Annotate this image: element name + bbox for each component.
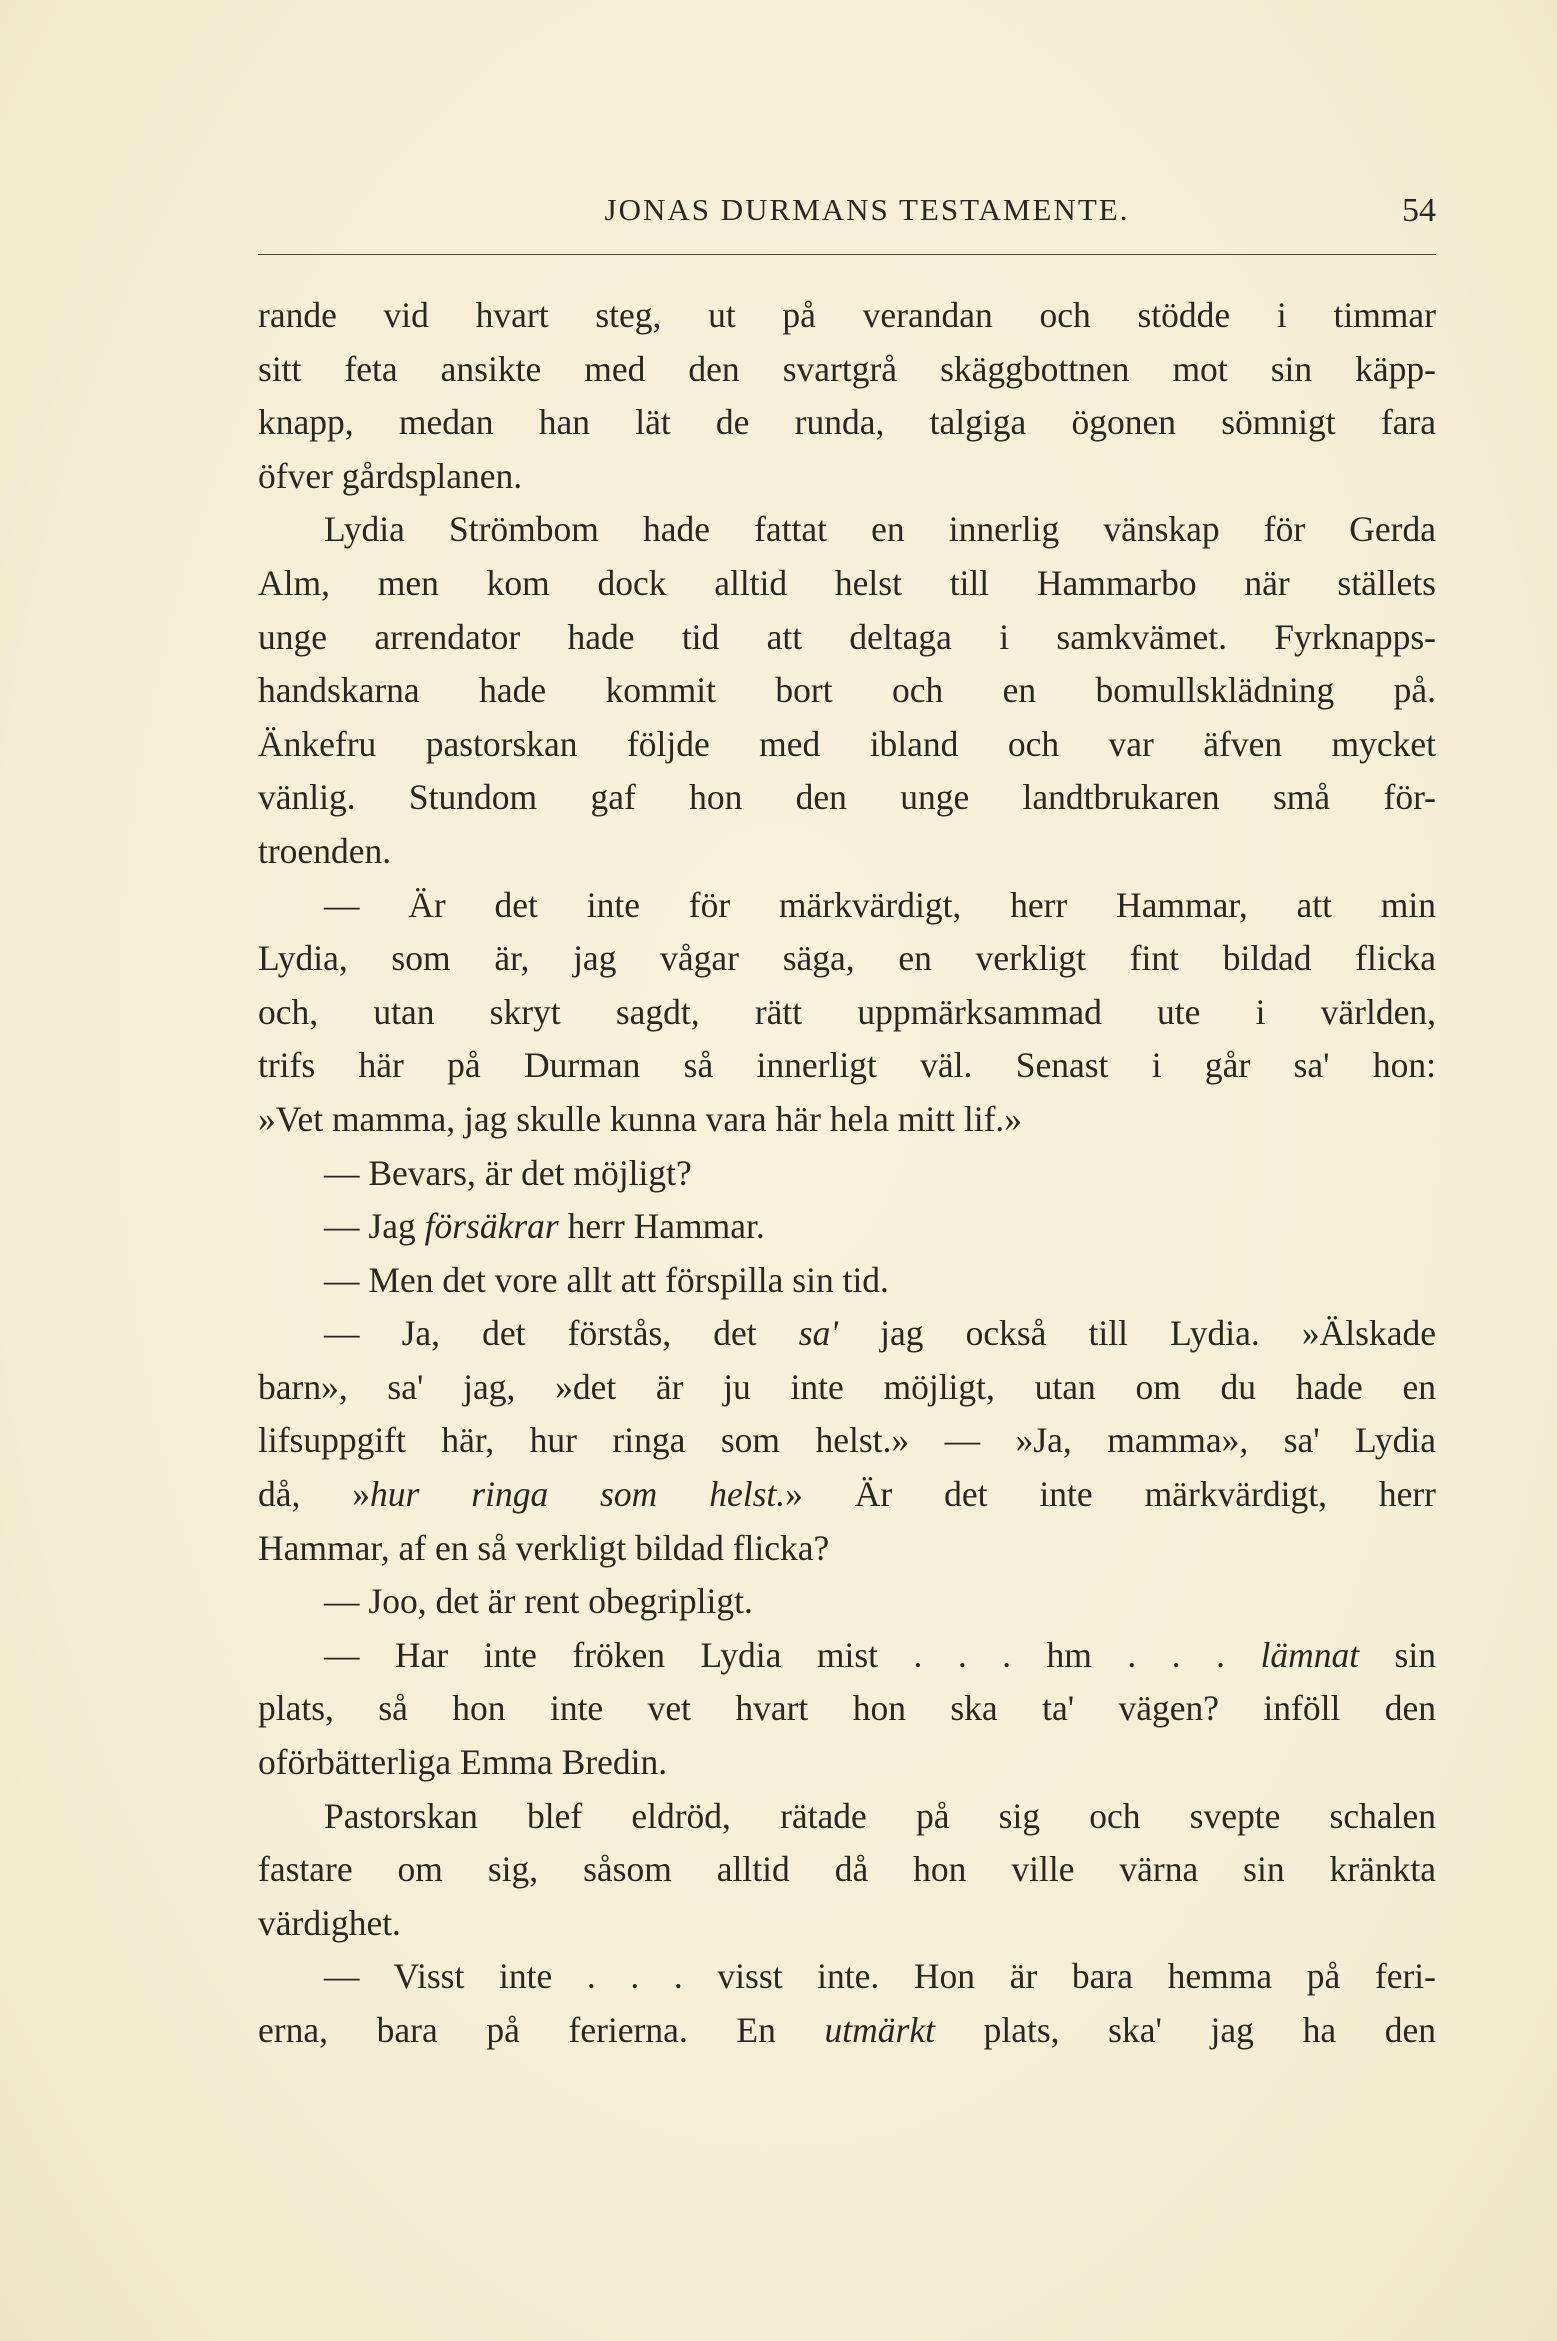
- text-line: troenden.: [258, 830, 392, 871]
- text-line: och, utan skryt sagdt, rätt uppmärksammad ute i världen,: [258, 991, 1436, 1032]
- text-line: — Visst inte . . . visst inte. Hon är bara hemma på feri-: [324, 1956, 1436, 1997]
- text-line: värdighet.: [258, 1902, 401, 1943]
- text-line: oförbätterliga Emma Bredin.: [258, 1742, 668, 1783]
- text-line: [258, 1629, 1436, 1683]
- text-run: erna, bara på ferierna. En: [258, 2010, 825, 2050]
- text-line: Lydia, som är, jag vågar säga, en verkligt fint bildad flicka: [258, 938, 1436, 979]
- body-text: [258, 289, 1436, 2058]
- text-line: [258, 1468, 1436, 1522]
- text-line: barn», sa' jag, »det är ju inte möjligt, utan om du hade en: [258, 1366, 1436, 1407]
- text-run: sin: [1359, 1634, 1436, 1675]
- text-line: [258, 2004, 1436, 2058]
- text-run: då, »: [258, 1474, 371, 1515]
- text-line: vänlig. Stundom gaf hon den unge landtbrukaren små för-: [258, 777, 1436, 818]
- running-header: [258, 192, 1436, 252]
- text-run: jag också till Lydia. »Älskade: [837, 1313, 1436, 1354]
- text-line: rande vid hvart steg, ut på verandan och stödde i timmar: [258, 295, 1436, 335]
- emphasis-text: lämnat: [1260, 1634, 1360, 1675]
- text-line: — Är det inte för märkvärdigt, herr Hammar, att min: [324, 884, 1436, 925]
- text-line: handskarna hade kommit bort och en bomullsklädning på.: [258, 670, 1436, 711]
- text-line: knapp, medan han lät de runda, talgiga ögonen sömnigt fara: [258, 402, 1436, 443]
- text-line: Lydia Strömbom hade fattat en innerlig vänskap för Gerda: [324, 509, 1436, 550]
- emphasis-text: utmärkt: [824, 2010, 935, 2050]
- text-run: — Jag: [324, 1206, 425, 1247]
- text-line: Pastorskan blef eldröd, rätade på sig och svepte schalen: [324, 1795, 1436, 1836]
- text-line: — Joo, det är rent obegripligt.: [324, 1581, 753, 1622]
- page-number: 54: [1402, 192, 1436, 229]
- text-line: »Vet mamma, jag skulle kunna vara här hela mitt lif.»: [258, 1098, 1023, 1139]
- text-run: — Har inte fröken Lydia mist . . . hm . . .: [324, 1634, 1261, 1675]
- text-line: Alm, men kom dock alltid helst till Hammarbo när ställets: [258, 562, 1436, 603]
- text-line: Änkefru pastorskan följde med ibland och var äfven mycket: [258, 723, 1436, 764]
- text-line: — Bevars, är det möjligt?: [324, 1152, 692, 1193]
- text-line: öfver gårdsplanen.: [258, 455, 523, 496]
- emphasis-text: hur ringa som helst.: [370, 1474, 786, 1515]
- text-run: » Är det inte märkvärdigt, herr: [785, 1474, 1436, 1515]
- text-line: trifs här på Durman så innerligt väl. Senast i går sa' hon:: [258, 1045, 1436, 1086]
- text-line: [258, 1200, 1436, 1254]
- emphasis-text: sa': [798, 1313, 838, 1354]
- text-line: Hammar, af en så verkligt bildad flicka?: [258, 1527, 830, 1568]
- text-line: lifsuppgift här, hur ringa som helst.» — »Ja, mamma», sa' Lydia: [258, 1420, 1436, 1461]
- running-title: JONAS DURMANS TESTAMENTE.: [604, 192, 1130, 227]
- text-line: — Men det vore allt att förspilla sin tid.: [324, 1259, 889, 1300]
- text-line: fastare om sig, såsom alltid då hon ville värna sin kränkta: [258, 1849, 1436, 1890]
- text-line: unge arrendator hade tid att deltaga i samkvämet. Fyrknapps-: [258, 616, 1436, 657]
- emphasis-text: försäkrar: [424, 1206, 559, 1247]
- header-rule: [258, 254, 1436, 255]
- text-line: [258, 1307, 1436, 1361]
- text-line: plats, så hon inte vet hvart hon ska ta' vägen? inföll den: [258, 1688, 1436, 1729]
- text-run: — Ja, det förstås, det: [324, 1313, 799, 1354]
- text-line: sitt feta ansikte med den svartgrå skäggbottnen mot sin käpp-: [258, 348, 1436, 389]
- text-run: herr Hammar.: [558, 1206, 765, 1247]
- text-run: plats, ska' jag ha den: [934, 2010, 1436, 2050]
